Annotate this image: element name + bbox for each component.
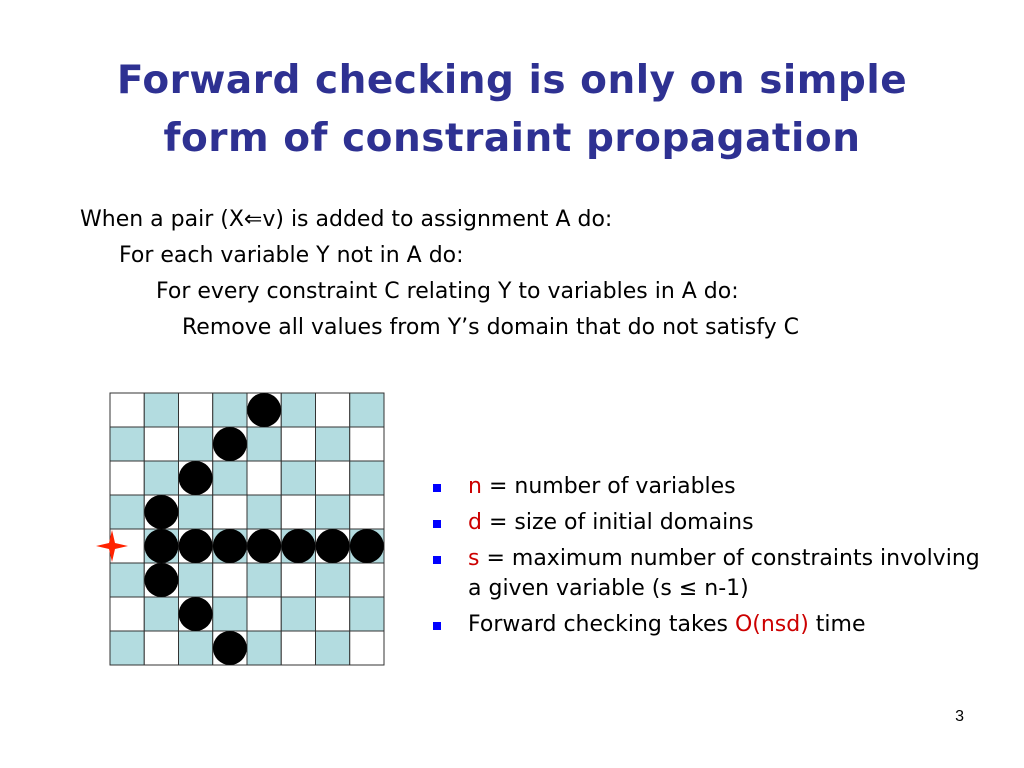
bullet-item (428, 544, 988, 604)
board-square (179, 427, 213, 461)
algorithm-line-1-prefix: When a pair (X (80, 207, 244, 232)
eliminated-value-dot (350, 529, 384, 563)
board-square (281, 563, 315, 597)
bullet-text: Forward checking takes (468, 612, 735, 637)
board-square (179, 563, 213, 597)
board-square (110, 495, 144, 529)
board-square (316, 461, 350, 495)
board-square (110, 427, 144, 461)
algorithm-line-4: Remove all values from Y’s domain that do not satisfy C (182, 315, 799, 340)
board-square (281, 393, 315, 427)
algorithm-line-1-suffix: v) is added to assignment A do: (262, 207, 613, 232)
board-square (247, 631, 281, 665)
eliminated-value-dot (316, 529, 350, 563)
square-bullet-icon (433, 622, 441, 630)
board-square (179, 631, 213, 665)
board-square (213, 393, 247, 427)
board-square (350, 631, 384, 665)
eliminated-value-dot (213, 631, 247, 665)
board-square (247, 563, 281, 597)
board-square (110, 563, 144, 597)
board-square (144, 427, 178, 461)
bullet-term: n (468, 474, 482, 499)
board-square (144, 393, 178, 427)
board-square (350, 563, 384, 597)
board-square (247, 427, 281, 461)
square-bullet-icon (433, 484, 441, 492)
board-square (350, 495, 384, 529)
bullet-item (428, 610, 988, 640)
bullet-term: s (468, 546, 480, 571)
bullet-term: O(nsd) (734, 612, 809, 637)
board-square (281, 631, 315, 665)
algorithm-text (80, 202, 799, 346)
board-square (110, 631, 144, 665)
board-square (144, 631, 178, 665)
bullet-text: time (808, 612, 866, 637)
bullet-text: = number of variables (481, 474, 736, 499)
board-square (247, 495, 281, 529)
board-square (350, 461, 384, 495)
board-square (213, 563, 247, 597)
board-square (316, 631, 350, 665)
board-square (179, 393, 213, 427)
eliminated-value-dot (144, 563, 178, 597)
algorithm-line-3: For every constraint C relating Y to variables in A do: (156, 279, 739, 304)
eliminated-value-dot (144, 495, 178, 529)
board-square (110, 597, 144, 631)
algorithm-line-1 (80, 202, 799, 238)
board-square (110, 393, 144, 427)
algorithm-line-2: For each variable Y not in A do: (119, 243, 464, 268)
board-square (213, 461, 247, 495)
chessboard-diagram (110, 393, 384, 665)
bullet-item (428, 508, 988, 538)
board-square (316, 495, 350, 529)
title-line-2: form of constraint propagation (163, 116, 861, 161)
bullet-text: = size of initial domains (481, 510, 754, 535)
title-line-1: Forward checking is only on simple (116, 58, 908, 103)
board-square (179, 495, 213, 529)
board-square (316, 597, 350, 631)
page-number: 3 (955, 708, 964, 725)
eliminated-value-dot (179, 461, 213, 495)
board-square (350, 597, 384, 631)
eliminated-value-dot (247, 529, 281, 563)
board-square (144, 461, 178, 495)
board-square (316, 563, 350, 597)
bullet-list (428, 472, 988, 646)
board-square (281, 597, 315, 631)
eliminated-value-dot (213, 529, 247, 563)
board-square (281, 427, 315, 461)
board-square (316, 393, 350, 427)
left-arrow-icon: ⇐ (243, 207, 263, 232)
board-square (110, 461, 144, 495)
eliminated-value-dot (179, 529, 213, 563)
board-square (144, 597, 178, 631)
eliminated-value-dot (179, 597, 213, 631)
bullet-item (428, 472, 988, 502)
eliminated-value-dot (144, 529, 178, 563)
board-square (247, 461, 281, 495)
board-square (281, 495, 315, 529)
board-square (316, 427, 350, 461)
board-square (350, 393, 384, 427)
board-square (213, 495, 247, 529)
board-square (281, 461, 315, 495)
eliminated-value-dot (213, 427, 247, 461)
square-bullet-icon (433, 520, 441, 528)
board-square (350, 427, 384, 461)
eliminated-value-dot (247, 393, 281, 427)
bullet-term: d (468, 510, 482, 535)
square-bullet-icon (433, 556, 441, 564)
slide-title (40, 52, 984, 168)
board-square (213, 597, 247, 631)
bullet-text: = maximum number of constraints involving a given variable (s ≤ n-1) (468, 546, 980, 601)
board-square (247, 597, 281, 631)
eliminated-value-dot (281, 529, 315, 563)
